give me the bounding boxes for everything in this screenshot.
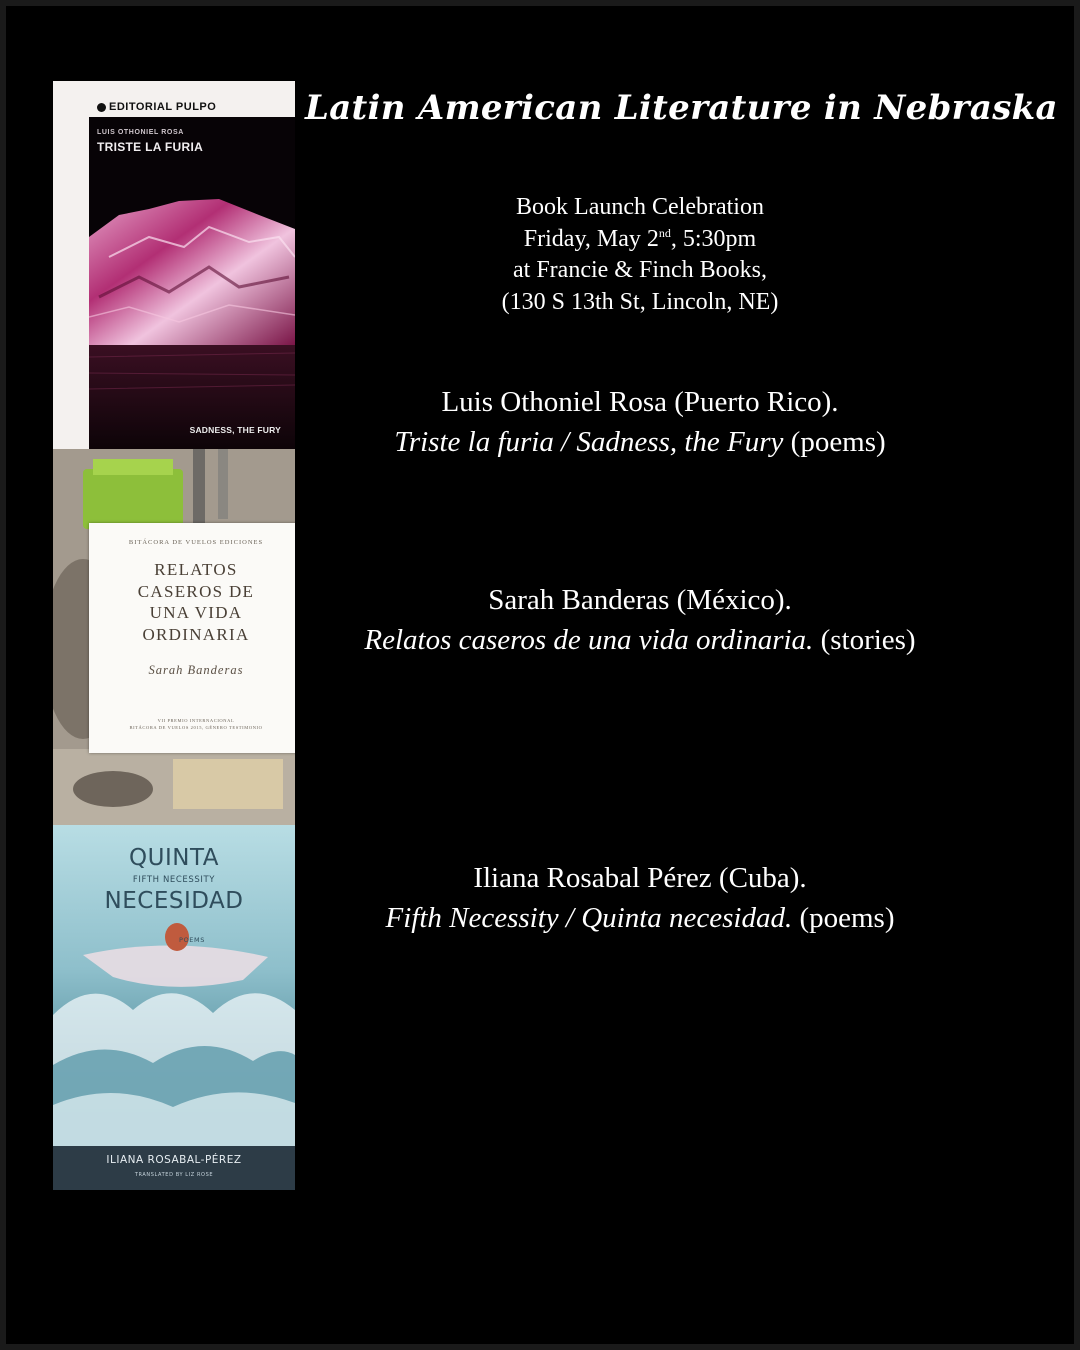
cover-publisher: BITÁCORA DE VUELOS EDICIONES xyxy=(128,539,264,546)
cover-title-english: FIFTH NECESSITY xyxy=(132,875,216,885)
book-author: Luis Othoniel Rosa (Puerto Rico). xyxy=(441,386,839,418)
cover-genre-label: POEMS xyxy=(179,936,205,944)
cover-author: ILIANA ROSABAL-PÉREZ xyxy=(106,1154,242,1166)
cover-author: LUIS OTHONIEL ROSA xyxy=(97,129,184,136)
event-details xyxy=(340,192,940,318)
publisher-logo-icon xyxy=(97,103,106,112)
cover-title: TRISTE LA FURIA xyxy=(97,140,204,154)
book-title-line: Fifth Necessity / Quinta necesidad. (poems) xyxy=(385,902,895,934)
cover-title-top: QUINTA xyxy=(129,845,219,871)
book-entry-rosabal xyxy=(310,858,970,938)
book-entry-banderas xyxy=(310,580,970,660)
event-venue: at Francie & Finch Books, xyxy=(513,257,767,283)
book-entry-rosa xyxy=(310,382,970,462)
cover-title: RELATOS CASEROS DE UNA VIDA ORDINARIA xyxy=(137,560,255,644)
foil-sculpture-image xyxy=(89,117,295,449)
cover-footer xyxy=(53,1146,295,1190)
cover-title-card xyxy=(89,523,295,753)
book-title-line: Relatos caseros de una vida ordinaria. (stories) xyxy=(364,624,916,656)
cover-author: Sarah Banderas xyxy=(148,663,244,677)
page-title: Latin American Literature in Nebraska xyxy=(305,88,1058,128)
event-date: Friday, May 2nd, 5:30pm xyxy=(523,225,757,252)
cover-image-panel xyxy=(89,117,295,449)
cover-subtitle: SADNESS, THE FURY xyxy=(189,425,281,435)
book-cover-relatos-caseros xyxy=(53,449,295,825)
cover-prize: VII PREMIO INTERNACIONAL BITÁCORA DE VUELOS 2015, GÉNERO TESTIMONIO xyxy=(129,718,263,730)
book-cover-quinta-necesidad xyxy=(53,825,295,1190)
cover-translator: TRANSLATED BY LIZ ROSE xyxy=(134,1172,214,1178)
book-author: Iliana Rosabal Pérez (Cuba). xyxy=(473,862,807,894)
book-author: Sarah Banderas (México). xyxy=(488,584,792,616)
event-title: Book Launch Celebration xyxy=(516,194,764,220)
event-address: (130 S 13th St, Lincoln, NE) xyxy=(501,288,779,315)
book-title-line: Triste la furia / Sadness, the Fury (poems) xyxy=(394,426,886,458)
cover-title-bottom: NECESIDAD xyxy=(104,888,244,914)
cover-publisher: EDITORIAL PULPO xyxy=(109,101,217,113)
book-cover-triste-la-furia xyxy=(53,81,295,449)
